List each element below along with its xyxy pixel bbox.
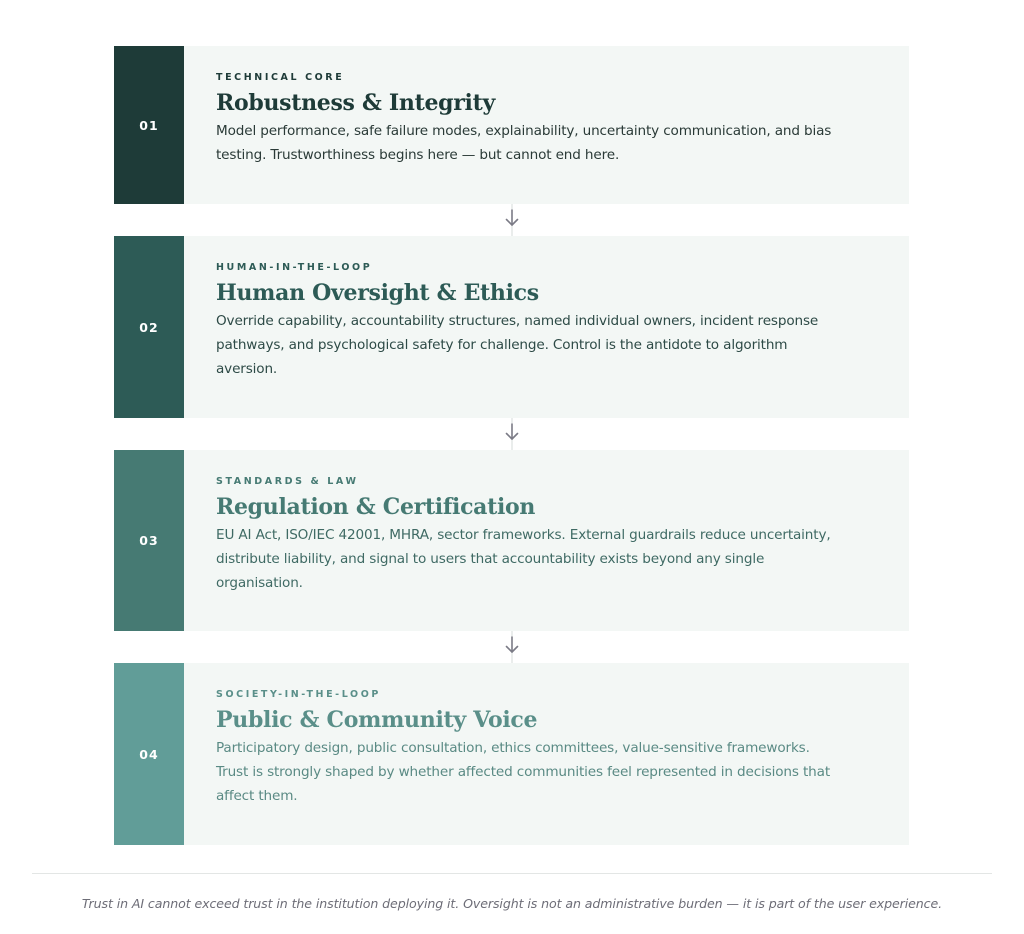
layer-content bbox=[184, 450, 909, 631]
layer-title: Public & Community Voice bbox=[216, 707, 538, 733]
layer-content bbox=[184, 46, 909, 204]
layer-description-line: EU AI Act, ISO/IEC 42001, MHRA, sector frameworks. External guardrails reduce uncertainty, bbox=[216, 527, 831, 543]
layer-description-line: Override capability, accountability structures, named individual owners, incident response bbox=[216, 313, 819, 329]
layer-card-human-in-the-loop bbox=[114, 236, 909, 418]
layer-card-technical-core bbox=[114, 46, 909, 204]
layer-description bbox=[216, 736, 879, 808]
layer-card-standards-law bbox=[114, 450, 909, 631]
layer-number-badge: 04 bbox=[114, 663, 184, 845]
arrow-down-icon bbox=[502, 631, 522, 663]
layer-number-badge: 02 bbox=[114, 236, 184, 418]
arrow-down-icon bbox=[502, 418, 522, 450]
layer-description bbox=[216, 523, 879, 595]
layer-description-line: pathways, and psychological safety for challenge. Control is the antidote to algorithm bbox=[216, 337, 788, 353]
layer-title: Robustness & Integrity bbox=[216, 90, 495, 116]
layer-content bbox=[184, 663, 909, 845]
layer-eyebrow: SOCIETY-IN-THE-LOOP bbox=[216, 689, 381, 700]
layer-description-line: affect them. bbox=[216, 788, 298, 804]
layer-description-line: Trust is strongly shaped by whether affected communities feel represented in decisions that bbox=[216, 764, 831, 780]
layer-number-badge: 01 bbox=[114, 46, 184, 204]
layer-number-badge: 03 bbox=[114, 450, 184, 631]
layer-card-society-in-the-loop bbox=[114, 663, 909, 845]
layer-description bbox=[216, 309, 879, 381]
layer-content bbox=[184, 236, 909, 418]
footer-note: Trust in AI cannot exceed trust in the institution deploying it. Oversight is not an administrative burden — it is part of the user experience. bbox=[81, 896, 943, 911]
layer-description-line: Model performance, safe failure modes, explainability, uncertainty communication, and bias bbox=[216, 123, 832, 139]
layer-description-line: Participatory design, public consultation, ethics committees, value-sensitive frameworks. bbox=[216, 740, 810, 756]
layer-description-line: testing. Trustworthiness begins here — but cannot end here. bbox=[216, 147, 620, 163]
layer-title: Regulation & Certification bbox=[216, 494, 536, 520]
layer-description-line: organisation. bbox=[216, 575, 303, 591]
footer-divider bbox=[32, 873, 992, 874]
layer-title: Human Oversight & Ethics bbox=[216, 280, 539, 306]
layer-description bbox=[216, 119, 879, 167]
layer-eyebrow: TECHNICAL CORE bbox=[216, 72, 345, 83]
arrow-down-icon bbox=[502, 204, 522, 236]
layer-description-line: aversion. bbox=[216, 361, 278, 377]
layer-description-line: distribute liability, and signal to users that accountability exists beyond any single bbox=[216, 551, 765, 567]
layer-eyebrow: HUMAN-IN-THE-LOOP bbox=[216, 262, 373, 273]
layer-eyebrow: STANDARDS & LAW bbox=[216, 476, 359, 487]
